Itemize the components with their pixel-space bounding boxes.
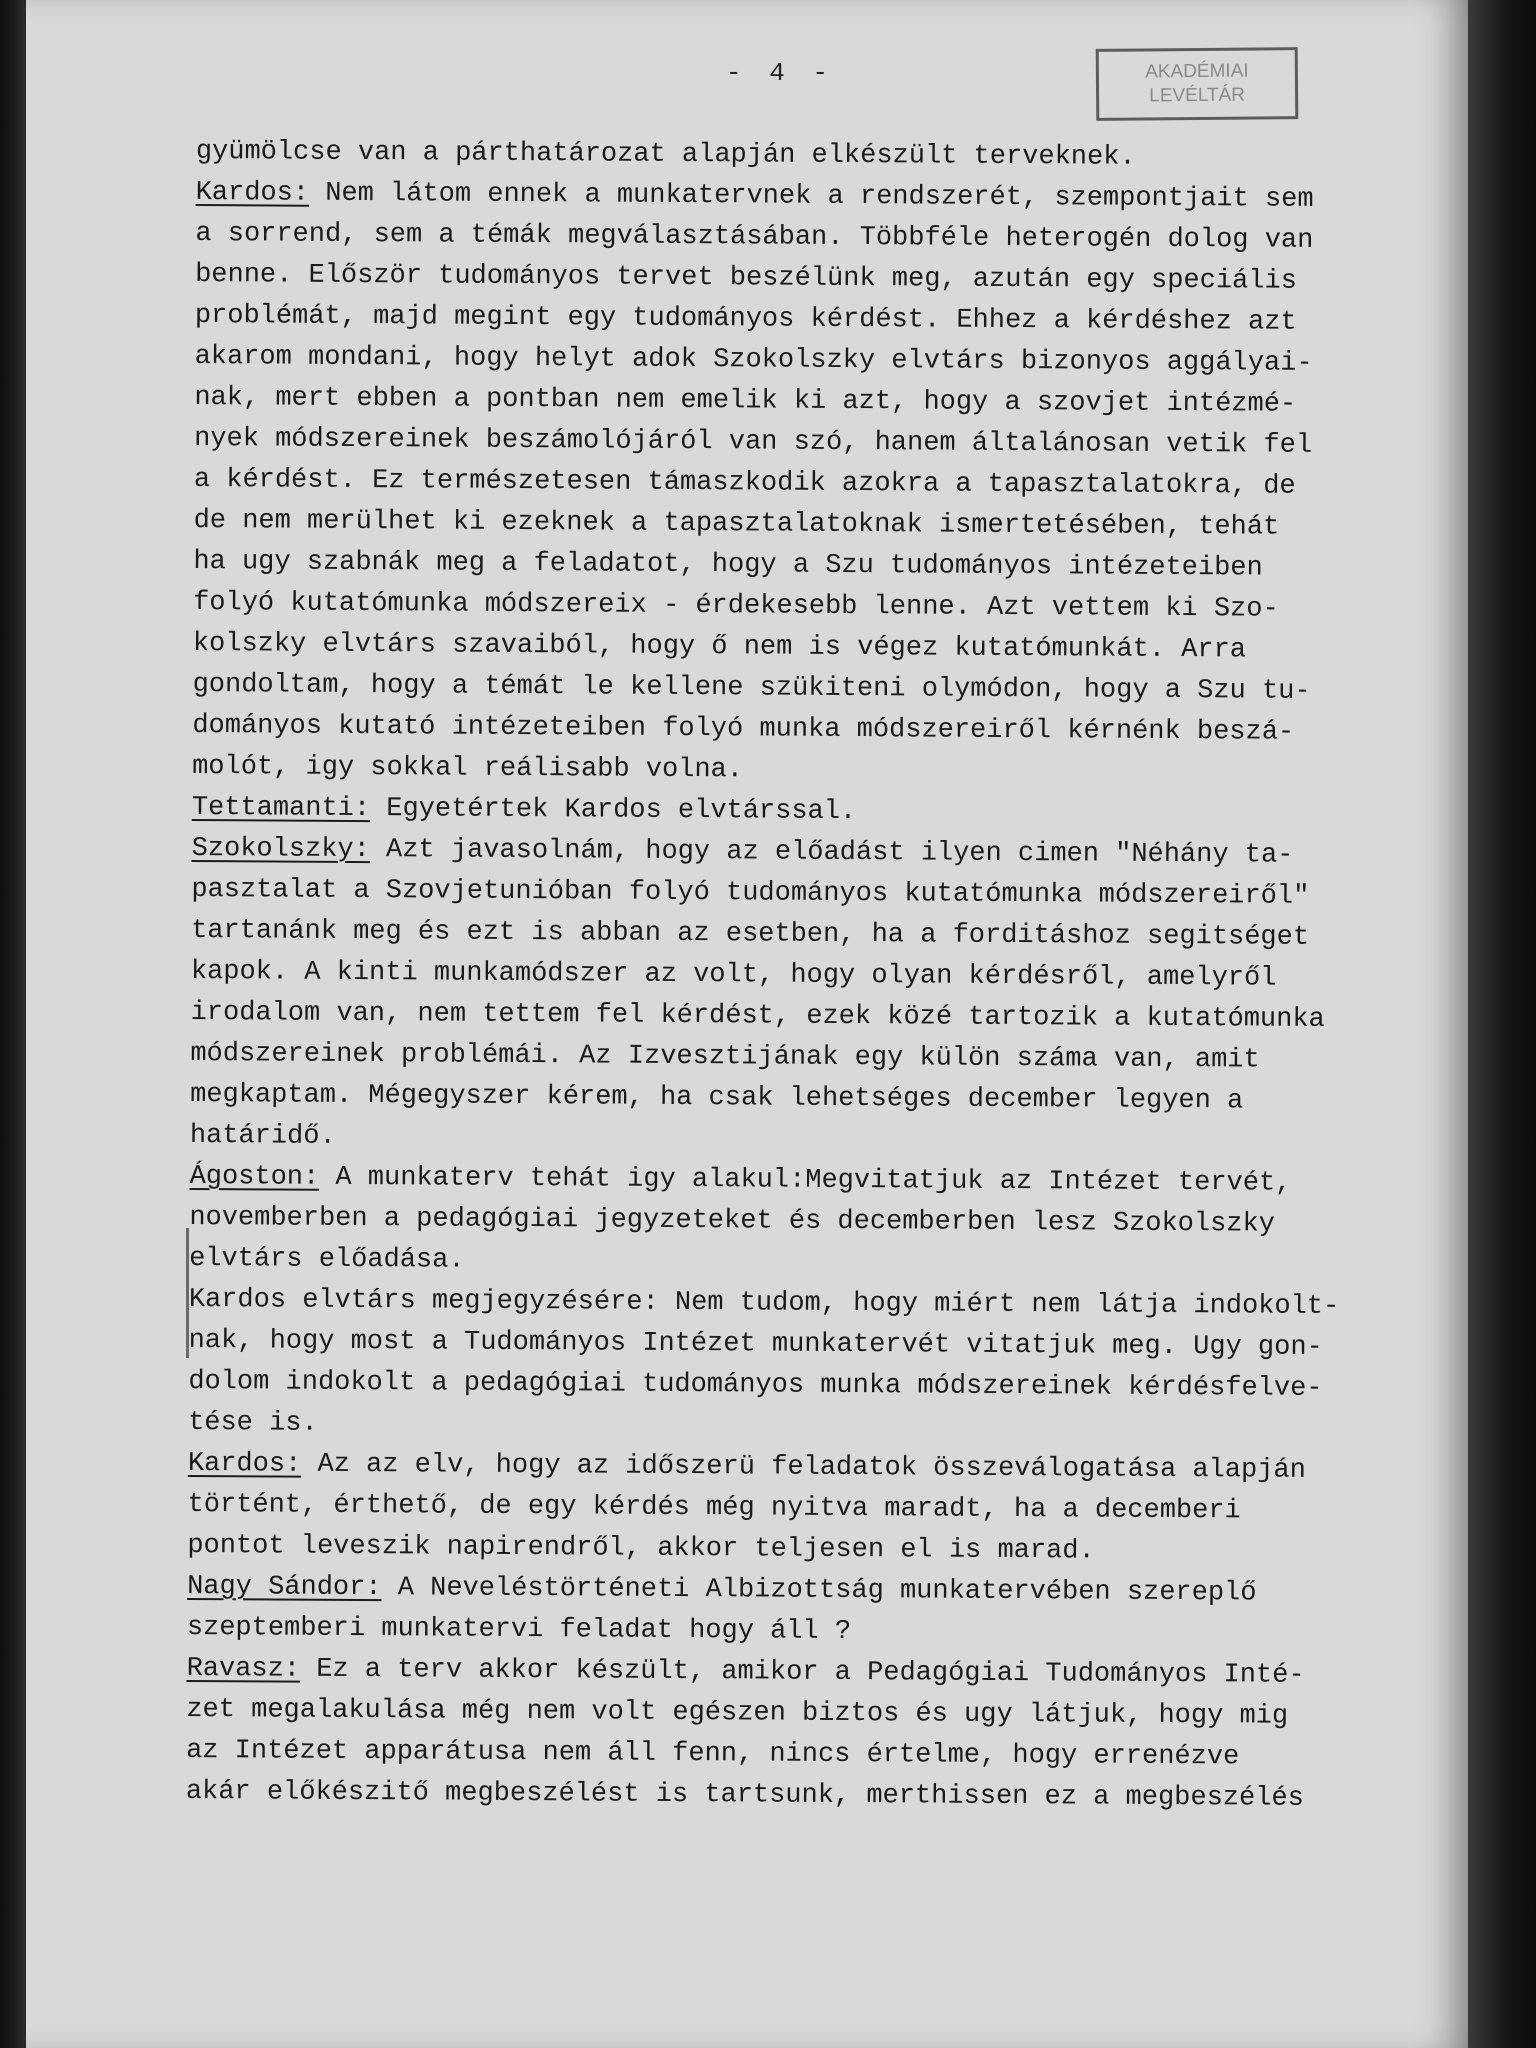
scan-left-edge	[0, 0, 26, 2048]
line-text: dományos kutató intézeteiben folyó munka módszereiről kérnénk beszá-	[192, 710, 1295, 748]
line-text: kolszky elvtárs szavaiból, hogy ő nem is végez kutatómunkát. Arra	[192, 628, 1247, 666]
line-text: az Intézet apparátusa nem áll fenn, nincs értelme, hogy errenézve	[186, 1735, 1240, 1773]
line-text: dolom indokolt a pedagógiai tudományos munka módszereinek kérdésfelve-	[188, 1366, 1323, 1404]
speaker-name: Nagy Sándor:	[187, 1571, 382, 1604]
line-text: molót, igy sokkal reálisabb volna.	[192, 751, 744, 786]
line-text: módszereinek problémái. Az Izvesztijának egy külön száma van, amit	[190, 1038, 1260, 1076]
line-text: de nem merülhet ki ezeknek a tapasztalatoknak ismertetésében, tehát	[193, 505, 1280, 543]
line-text: tése is.	[188, 1407, 318, 1439]
line-text: problémát, majd megint egy tudományos kérdést. Ehhez a kérdéshez azt	[194, 300, 1297, 338]
line-text: irodalom van, nem tettem fel kérdést, ezek közé tartozik a kutatómunka	[190, 997, 1325, 1035]
line-text: Azt javasolnám, hogy az előadást ilyen cimen "Néhány ta-	[369, 835, 1294, 871]
line-text: a sorrend, sem a témák megválasztásában. Többféle heterogén dolog van	[195, 218, 1314, 256]
line-text: folyó kutatómunka módszereix - érdekesebb lenne. Azt vettem ki Szo-	[193, 587, 1279, 625]
page-number: - 4 -	[726, 58, 835, 88]
line-text: A munkaterv tehát igy alakul:Megvitatjuk az Intézet tervét,	[319, 1162, 1292, 1199]
line-text: határidő.	[189, 1120, 336, 1152]
stamp-line-1: AKADÉMIAI	[1145, 60, 1249, 83]
line-text: benne. Először tudományos tervet beszélünk meg, azután egy speciális	[195, 259, 1297, 297]
line-text: tartanánk meg és ezt is abban az esetben, ha a forditáshoz segitséget	[191, 915, 1310, 953]
speaker-name: Szokolszky:	[191, 833, 370, 866]
line-text: pasztalat a Szovjetunióban folyó tudományos kutatómunka módszereiről"	[191, 874, 1310, 912]
line-text: Kardos elvtárs megjegyzésére: Nem tudom, hogy miért nem látja indokolt-	[188, 1284, 1340, 1323]
speaker-name: Tettamanti:	[191, 792, 371, 825]
line-text: Az az elv, hogy az időszerü feladatok összeválogatása alapján	[301, 1449, 1306, 1486]
scan-right-edge	[1468, 0, 1536, 2048]
line-text: Ez a terv akkor készült, amikor a Pedagógiai Tudományos Inté-	[299, 1654, 1305, 1691]
line-text: akár előkészitő megbeszélést is tartsunk, merthissen ez a megbeszélés	[185, 1776, 1304, 1814]
line-text: novemberben a pedagógiai jegyzeteket és decemberben lesz Szokolszky	[189, 1202, 1276, 1240]
text-line	[188, 1362, 1448, 1411]
speaker-name: Kardos:	[187, 1448, 302, 1480]
line-text: a kérdést. Ez természetesen támaszkodik azokra a tapasztalatokra, de	[193, 464, 1296, 502]
line-text: nyek módszereinek beszámolójáról van szó, hanem általánosan vetik fel	[194, 423, 1313, 461]
line-text: gondoltam, hogy a témát le kellene szükiteni olymódon, hogy a Szu tu-	[192, 669, 1311, 707]
line-text: nak, mert ebben a pontban nem emelik ki azt, hogy a szovjet intézmé-	[194, 382, 1297, 420]
line-text: ha ugy szabnák meg a feladatot, hogy a Szu tudományos intézeteiben	[193, 546, 1263, 584]
line-text: megkaptam. Mégegyszer kérem, ha csak lehetséges december legyen a	[190, 1079, 1244, 1117]
line-text: kapok. A kinti munkamódszer az volt, hogy olyan kérdésről, amelyről	[190, 956, 1277, 994]
line-text: elvtárs előadása.	[189, 1243, 465, 1276]
speaker-name: Ágoston:	[189, 1161, 320, 1193]
line-text: Egyetértek Kardos elvtárssal.	[370, 794, 857, 828]
line-text: nak, hogy most a Tudományos Intézet munkatervét vitatjuk meg. Ugy gon-	[188, 1325, 1323, 1363]
line-text: szeptemberi munkatervi feladat hogy áll ?	[186, 1612, 852, 1648]
text-line	[190, 1075, 1450, 1124]
stamp-line-2: LEVÉLTÁR	[1149, 84, 1246, 107]
line-text: A Neveléstörténeti Albizottság munkatervében szereplő	[381, 1573, 1257, 1609]
line-text: történt, érthető, de egy kérdés még nyitva maradt, ha a decemberi	[187, 1489, 1241, 1527]
archive-stamp	[1096, 47, 1299, 121]
minutes-text-body	[186, 132, 1456, 1821]
line-text: pontot leveszik napirendről, akkor teljesen el is marad.	[187, 1530, 1095, 1567]
line-text: akarom mondani, hogy helyt adok Szokolszky elvtárs bizonyos aggályai-	[194, 341, 1313, 379]
line-text: zet megalakulása még nem volt egészen biztos és ugy látjuk, hogy mig	[186, 1694, 1289, 1732]
line-text: gyümölcse van a párthatározat alapján elkészült terveknek.	[195, 136, 1136, 173]
speaker-name: Ravasz:	[186, 1653, 301, 1685]
line-text: Nem látom ennek a munkatervnek a rendszerét, szempontjait sem	[308, 178, 1314, 215]
text-line	[186, 1772, 1446, 1821]
speaker-name: Kardos:	[195, 177, 310, 209]
